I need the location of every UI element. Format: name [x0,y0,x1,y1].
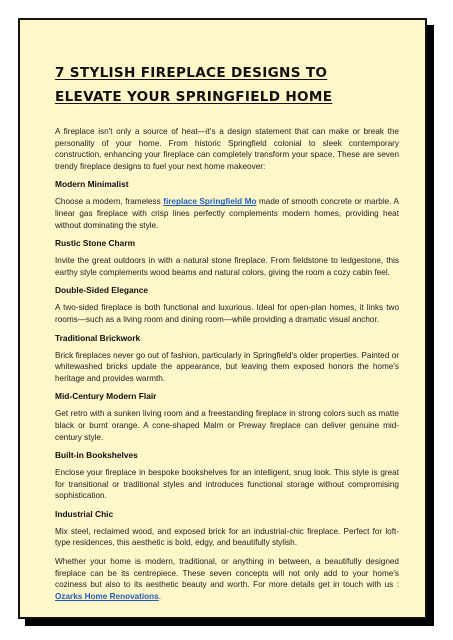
section-heading-industrial-chic: Industrial Chic [55,508,114,519]
text-segment: made of smooth concrete or marble. A linear gas fireplace with crisp lines perfectly complements modern homes, providing heat without dominating the style. [55,197,399,230]
ozarks-home-renovations-link[interactable]: Ozarks Home Renovations [55,591,159,601]
section-heading-traditional-brickwork: Traditional Brickwork [55,332,141,343]
section-text-double-sided: A two-sided fireplace is both functional and luxurious. Ideal for open-plan homes, it links two rooms—such as a living room and dining room—while providing a dramatic visual anchor. [55,303,399,324]
text-segment: Choose a modern, frameless [55,197,164,207]
section-text-mid-century: Get retro with a sunken living room and a freestanding fireplace in strong colors such as matte black or burnt orange. A cone-shaped Malm or Preway fireplace can deliver genuine mid-century style. [55,409,399,442]
section-heading-double-sided: Double-Sided Elegance [55,285,149,296]
section-heading-built-in-bookshelves: Built-in Bookshelves [55,450,138,461]
page-title: 7 STYLISH FIREPLACE DESIGNS TO ELEVATE YOUR SPRINGFIELD HOME [55,65,333,105]
closing-paragraph [55,556,399,602]
section-text-built-in-bookshelves: Enclose your fireplace in bespoke bookshelves for an intelligent, snug look. This style is great for transitional or traditional styles and introduces functional storage without compromising sophistication. [55,468,399,501]
text-segment: Whether your home is modern, traditional, or anything in between, a beautifully designed fireplace can be its centrepiece. These seven concepts will not only add to your home's coziness but also to its aesthetic beauty and worth. For more details get in touch with us : [55,557,399,590]
section-text-traditional-brickwork: Brick fireplaces never go out of fashion, particularly in Springfield's older properties. Painted or whitewashed bricks update the appearance, but leaving them exposed honors the home's heritage and provides warmth. [55,350,399,383]
document-page [18,18,427,619]
text-segment: . [158,591,162,601]
section-heading-modern-minimalist: Modern Minimalist [55,179,129,190]
section-heading-rustic-stone: Rustic Stone Charm [55,238,136,249]
section-text-modern-minimalist [55,196,399,231]
section-heading-mid-century: Mid-Century Modern Flair [55,391,157,402]
section-text-industrial-chic: Mix steel, reclaimed wood, and exposed brick for an industrial-chic fireplace. Perfect for loft-type residences, this aesthetic is bold, edgy, and beautifully stylish. [55,526,399,548]
intro-paragraph: A fireplace isn't only a source of heat—it's a design statement that can make or break the personality of your home. From historic Springfield colonial to sleek contemporary construction, enhancing your fireplace can completely transform your space. These are seven trendy fireplace designs to fuel your next home makeover: [55,127,399,171]
fireplace-springfield-link[interactable]: fireplace Springfield Mo [163,197,257,207]
section-text-rustic-stone: Invite the great outdoors in with a natural stone fireplace. From fieldstone to ledgestone, this earthy style complements wood beams and natural colors, giving the room a cozy cabin feel. [55,256,399,277]
